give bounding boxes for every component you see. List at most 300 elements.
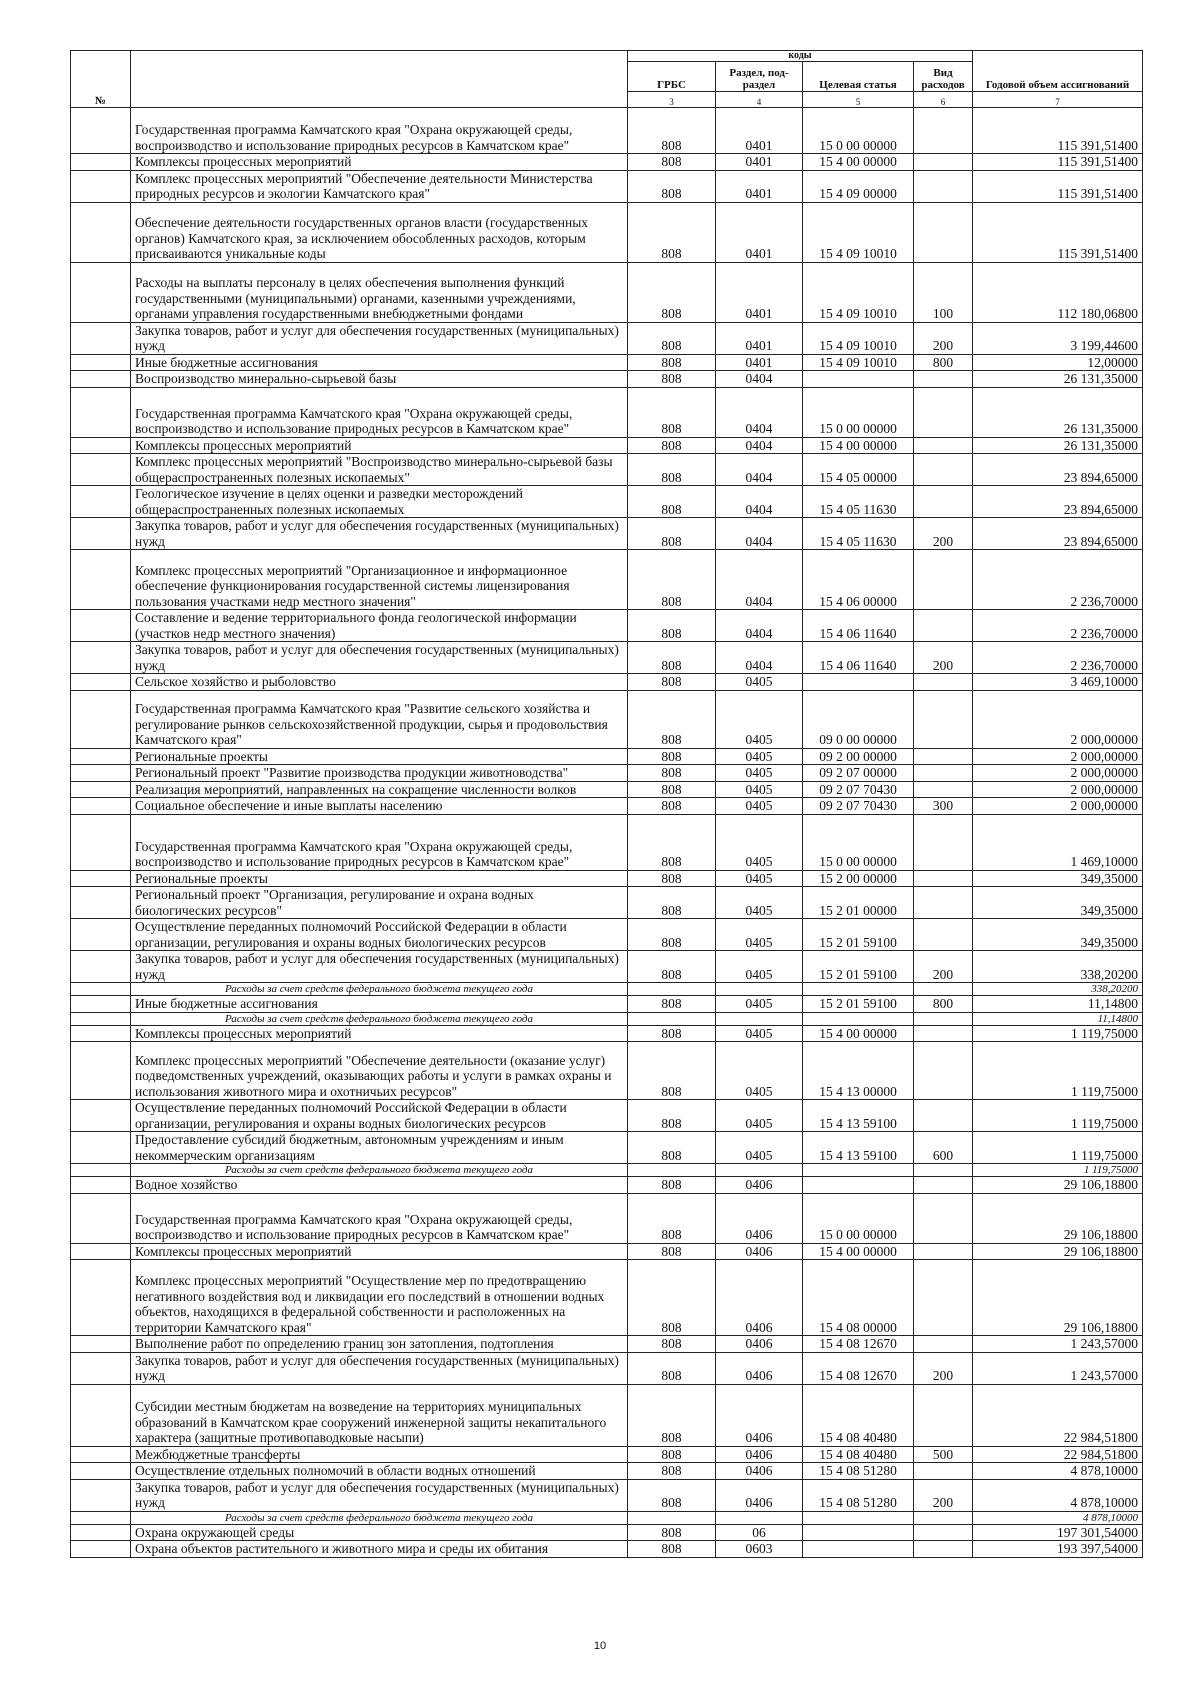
row-amount-cell: 3 199,44600 [973, 322, 1143, 354]
row-number-cell [71, 1243, 131, 1260]
table-body [71, 108, 1143, 1558]
row-target-cell: 15 0 00 00000 [803, 814, 914, 870]
row-section-cell: 0404 [716, 486, 803, 518]
row-amount-cell: 349,35000 [973, 887, 1143, 919]
row-kind-cell: 200 [914, 322, 973, 354]
row-amount-cell: 2 000,00000 [973, 765, 1143, 782]
header-section: Раздел, под-раздел [716, 62, 803, 92]
header-annual: Годовой объем ассигнований [973, 51, 1143, 92]
row-name-cell: Расходы за счет средств федерального бюджета текущего года [131, 1164, 628, 1177]
row-section-cell: 0405 [716, 951, 803, 983]
row-number-cell [71, 919, 131, 951]
row-grbs-cell: 808 [628, 1260, 716, 1336]
table-row [71, 1260, 1143, 1336]
row-grbs-cell: 808 [628, 550, 716, 610]
federal-funds-row [71, 983, 1143, 996]
row-name-cell: Комплекс процессных мероприятий "Обеспечение деятельности (оказание услуг) подведомственных учреждений, оказывающих работы и услуги в рамках охраны и использования животного мира и охотничьих ресурсов" [131, 1042, 628, 1100]
row-amount-cell: 26 131,35000 [973, 371, 1143, 388]
row-number-cell [71, 887, 131, 919]
row-name-cell: Комплекс процессных мероприятий "Обеспечение деятельности Министерства природных ресурсов и экологии Камчатского края" [131, 170, 628, 202]
row-kind-cell [914, 371, 973, 388]
row-number-cell [71, 674, 131, 691]
row-target-cell: 09 2 00 00000 [803, 748, 914, 765]
row-target-cell: 15 0 00 00000 [803, 108, 914, 154]
row-number-cell [71, 1132, 131, 1164]
table-row [71, 1384, 1143, 1446]
row-grbs-cell: 808 [628, 486, 716, 518]
row-amount-cell: 115 391,51400 [973, 170, 1143, 202]
row-number-cell [71, 1012, 131, 1025]
row-grbs-cell: 808 [628, 674, 716, 691]
row-kind-cell: 200 [914, 642, 973, 674]
row-amount-cell: 4 878,10000 [973, 1463, 1143, 1480]
row-target-cell [803, 1012, 914, 1025]
row-section-cell: 0405 [716, 870, 803, 887]
row-number-cell [71, 1463, 131, 1480]
row-amount-cell: 115 391,51400 [973, 108, 1143, 154]
row-amount-cell: 1 469,10000 [973, 814, 1143, 870]
row-kind-cell: 800 [914, 996, 973, 1013]
row-amount-cell: 349,35000 [973, 919, 1143, 951]
table-row [71, 1479, 1143, 1511]
row-number-cell [71, 1260, 131, 1336]
row-number-cell [71, 387, 131, 437]
row-kind-cell [914, 1524, 973, 1541]
row-section-cell: 0406 [716, 1352, 803, 1384]
row-amount-cell: 2 000,00000 [973, 781, 1143, 798]
row-kind-cell [914, 781, 973, 798]
row-grbs-cell: 808 [628, 518, 716, 550]
row-target-cell: 15 2 01 59100 [803, 996, 914, 1013]
row-target-cell: 09 0 00 00000 [803, 690, 914, 748]
row-grbs-cell: 808 [628, 1463, 716, 1480]
row-section-cell: 0406 [716, 1193, 803, 1243]
row-target-cell: 15 2 01 59100 [803, 951, 914, 983]
row-number-cell [71, 108, 131, 154]
row-amount-cell: 193 397,54000 [973, 1541, 1143, 1558]
row-amount-cell: 26 131,35000 [973, 437, 1143, 454]
row-name-cell: Осуществление переданных полномочий Российской Федерации в области организации, регулирования и охраны водных биологических ресурсов [131, 919, 628, 951]
row-number-cell [71, 642, 131, 674]
table-row [71, 674, 1143, 691]
table-row [71, 1524, 1143, 1541]
row-number-cell [71, 1042, 131, 1100]
row-amount-cell: 338,20200 [973, 951, 1143, 983]
table-row [71, 1177, 1143, 1194]
row-name-cell: Составление и ведение территориального фонда геологической информации (участков недр местного значения) [131, 610, 628, 642]
row-kind-cell [914, 108, 973, 154]
row-section-cell: 0406 [716, 1479, 803, 1511]
row-grbs-cell: 808 [628, 1100, 716, 1132]
row-name-cell: Сельское хозяйство и рыболовство [131, 674, 628, 691]
row-target-cell: 15 2 01 00000 [803, 887, 914, 919]
row-target-cell: 15 4 05 11630 [803, 486, 914, 518]
row-target-cell: 15 4 13 59100 [803, 1132, 914, 1164]
row-name-cell: Региональный проект "Организация, регулирование и охрана водных биологических ресурсов" [131, 887, 628, 919]
row-amount-cell: 1 243,57000 [973, 1336, 1143, 1353]
row-number-cell [71, 486, 131, 518]
row-target-cell: 09 2 07 00000 [803, 765, 914, 782]
row-amount-cell: 338,20200 [973, 983, 1143, 996]
row-grbs-cell: 808 [628, 1541, 716, 1558]
row-grbs-cell: 808 [628, 870, 716, 887]
row-number-cell [71, 870, 131, 887]
table-row [71, 108, 1143, 154]
row-kind-cell [914, 610, 973, 642]
row-target-cell [803, 983, 914, 996]
row-kind-cell [914, 1243, 973, 1260]
page-number: 10 [593, 1640, 607, 1652]
federal-funds-row [71, 1012, 1143, 1025]
budget-table [70, 50, 1143, 1558]
row-grbs-cell: 808 [628, 610, 716, 642]
row-amount-cell: 115 391,51400 [973, 202, 1143, 262]
row-number-cell [71, 1177, 131, 1194]
row-name-cell: Реализация мероприятий, направленных на сокращение численности волков [131, 781, 628, 798]
row-section-cell [716, 1012, 803, 1025]
table-row [71, 1132, 1143, 1164]
table-row [71, 1100, 1143, 1132]
col-number-7: 7 [973, 92, 1143, 108]
table-row [71, 951, 1143, 983]
row-section-cell: 0405 [716, 814, 803, 870]
row-section-cell: 0405 [716, 798, 803, 815]
row-amount-cell: 26 131,35000 [973, 387, 1143, 437]
row-amount-cell: 11,14800 [973, 996, 1143, 1013]
row-target-cell [803, 1511, 914, 1524]
row-number-cell [71, 262, 131, 322]
row-section-cell: 0405 [716, 765, 803, 782]
header-num: № [71, 51, 131, 108]
row-section-cell: 0404 [716, 454, 803, 486]
row-section-cell: 0404 [716, 610, 803, 642]
row-grbs-cell: 808 [628, 202, 716, 262]
row-section-cell: 0404 [716, 642, 803, 674]
table-row [71, 919, 1143, 951]
row-name-cell: Предоставление субсидий бюджетным, автономным учреждениям и иным некоммерческим организациям [131, 1132, 628, 1164]
row-target-cell: 15 4 00 00000 [803, 1025, 914, 1042]
row-section-cell: 0406 [716, 1446, 803, 1463]
row-amount-cell: 11,14800 [973, 1012, 1143, 1025]
row-grbs-cell: 808 [628, 798, 716, 815]
row-target-cell: 15 4 00 00000 [803, 1243, 914, 1260]
row-number-cell [71, 983, 131, 996]
row-target-cell: 15 4 06 00000 [803, 550, 914, 610]
row-grbs-cell: 808 [628, 1042, 716, 1100]
row-section-cell: 0401 [716, 322, 803, 354]
row-number-cell [71, 748, 131, 765]
row-amount-cell: 1 119,75000 [973, 1132, 1143, 1164]
row-amount-cell: 112 180,06800 [973, 262, 1143, 322]
row-kind-cell [914, 486, 973, 518]
row-number-cell [71, 814, 131, 870]
row-name-cell: Обеспечение деятельности государственных органов власти (государственных органов) Камчатского края, за исключением обособленных расходов, которым присваиваются уникальные коды [131, 202, 628, 262]
row-name-cell: Закупка товаров, работ и услуг для обеспечения государственных (муниципальных) нужд [131, 1352, 628, 1384]
row-number-cell [71, 765, 131, 782]
row-section-cell: 0405 [716, 1100, 803, 1132]
row-kind-cell [914, 748, 973, 765]
row-name-cell: Комплексы процессных мероприятий [131, 437, 628, 454]
row-section-cell: 0406 [716, 1243, 803, 1260]
row-section-cell: 0406 [716, 1260, 803, 1336]
row-number-cell [71, 1511, 131, 1524]
row-grbs-cell: 808 [628, 1243, 716, 1260]
row-kind-cell: 100 [914, 262, 973, 322]
row-target-cell: 15 4 09 10010 [803, 202, 914, 262]
table-row [71, 371, 1143, 388]
row-name-cell: Расходы за счет средств федерального бюджета текущего года [131, 1511, 628, 1524]
row-kind-cell [914, 1193, 973, 1243]
row-section-cell [716, 1164, 803, 1177]
row-kind-cell [914, 674, 973, 691]
row-target-cell: 15 4 06 11640 [803, 642, 914, 674]
row-target-cell: 15 4 08 40480 [803, 1384, 914, 1446]
row-section-cell: 0404 [716, 437, 803, 454]
row-name-cell: Комплекс процессных мероприятий "Организационное и информационное обеспечение функционирования государственной системы лицензирования пользования участками недр местного значения" [131, 550, 628, 610]
row-amount-cell: 29 106,18800 [973, 1243, 1143, 1260]
row-name-cell: Комплексы процессных мероприятий [131, 1025, 628, 1042]
table-row [71, 781, 1143, 798]
row-section-cell: 0405 [716, 674, 803, 691]
row-kind-cell [914, 154, 973, 171]
header-name [131, 51, 628, 108]
row-number-cell [71, 371, 131, 388]
row-target-cell: 15 4 09 10010 [803, 322, 914, 354]
header-target: Целевая статья [803, 62, 914, 92]
federal-funds-row [71, 1164, 1143, 1177]
row-kind-cell: 200 [914, 951, 973, 983]
row-name-cell: Государственная программа Камчатского края "Охрана окружающей среды, воспроизводство и использование природных ресурсов в Камчатском крае" [131, 387, 628, 437]
table-row [71, 887, 1143, 919]
table-row [71, 262, 1143, 322]
row-name-cell: Комплексы процессных мероприятий [131, 1243, 628, 1260]
row-grbs-cell: 808 [628, 387, 716, 437]
table-row [71, 1042, 1143, 1100]
row-target-cell: 15 4 05 00000 [803, 454, 914, 486]
row-name-cell: Закупка товаров, работ и услуг для обеспечения государственных (муниципальных) нужд [131, 642, 628, 674]
row-section-cell: 0406 [716, 1463, 803, 1480]
row-grbs-cell [628, 1511, 716, 1524]
row-grbs-cell: 808 [628, 371, 716, 388]
row-grbs-cell: 808 [628, 437, 716, 454]
row-section-cell: 0405 [716, 996, 803, 1013]
row-name-cell: Социальное обеспечение и иные выплаты населению [131, 798, 628, 815]
row-section-cell: 0405 [716, 781, 803, 798]
row-kind-cell [914, 1042, 973, 1100]
row-kind-cell [914, 550, 973, 610]
row-number-cell [71, 550, 131, 610]
row-amount-cell: 1 119,75000 [973, 1025, 1143, 1042]
row-grbs-cell [628, 983, 716, 996]
row-grbs-cell: 808 [628, 262, 716, 322]
row-amount-cell: 349,35000 [973, 870, 1143, 887]
row-kind-cell: 200 [914, 518, 973, 550]
row-section-cell: 0401 [716, 154, 803, 171]
col-number-6: 6 [914, 92, 973, 108]
row-number-cell [71, 1100, 131, 1132]
row-grbs-cell: 808 [628, 690, 716, 748]
row-number-cell [71, 1352, 131, 1384]
row-number-cell [71, 1541, 131, 1558]
table-row [71, 518, 1143, 550]
row-target-cell: 15 4 08 51280 [803, 1463, 914, 1480]
row-amount-cell: 2 000,00000 [973, 748, 1143, 765]
row-kind-cell: 200 [914, 1352, 973, 1384]
row-name-cell: Комплексы процессных мероприятий [131, 154, 628, 171]
row-target-cell: 15 4 08 12670 [803, 1352, 914, 1384]
row-target-cell: 15 4 08 12670 [803, 1336, 914, 1353]
row-kind-cell [914, 1511, 973, 1524]
row-target-cell [803, 1541, 914, 1558]
row-target-cell: 15 4 00 00000 [803, 437, 914, 454]
row-section-cell: 0405 [716, 690, 803, 748]
row-name-cell: Закупка товаров, работ и услуг для обеспечения государственных (муниципальных) нужд [131, 322, 628, 354]
row-section-cell: 0603 [716, 1541, 803, 1558]
row-amount-cell: 1 119,75000 [973, 1164, 1143, 1177]
row-number-cell [71, 518, 131, 550]
row-kind-cell [914, 1100, 973, 1132]
row-grbs-cell: 808 [628, 1352, 716, 1384]
row-name-cell: Охрана окружающей среды [131, 1524, 628, 1541]
row-grbs-cell: 808 [628, 1446, 716, 1463]
row-kind-cell [914, 690, 973, 748]
row-name-cell: Закупка товаров, работ и услуг для обеспечения государственных (муниципальных) нужд [131, 1479, 628, 1511]
row-grbs-cell [628, 1164, 716, 1177]
table-row [71, 1193, 1143, 1243]
table-row [71, 486, 1143, 518]
table-row [71, 202, 1143, 262]
row-section-cell: 0404 [716, 550, 803, 610]
row-name-cell: Государственная программа Камчатского края "Охрана окружающей среды, воспроизводство и использование природных ресурсов в Камчатском крае" [131, 814, 628, 870]
row-grbs-cell: 808 [628, 1479, 716, 1511]
row-kind-cell [914, 387, 973, 437]
row-name-cell: Осуществление отдельных полномочий в области водных отношений [131, 1463, 628, 1480]
row-name-cell: Расходы за счет средств федерального бюджета текущего года [131, 1012, 628, 1025]
row-grbs-cell: 808 [628, 170, 716, 202]
row-grbs-cell: 808 [628, 1177, 716, 1194]
row-amount-cell: 2 000,00000 [973, 798, 1143, 815]
row-section-cell: 0405 [716, 1042, 803, 1100]
row-number-cell [71, 1384, 131, 1446]
col-number-5: 5 [803, 92, 914, 108]
row-target-cell: 15 4 09 00000 [803, 170, 914, 202]
row-name-cell: Иные бюджетные ассигнования [131, 354, 628, 371]
row-grbs-cell: 808 [628, 951, 716, 983]
row-kind-cell [914, 1463, 973, 1480]
row-amount-cell: 29 106,18800 [973, 1177, 1143, 1194]
table-row [71, 642, 1143, 674]
row-target-cell: 15 4 06 11640 [803, 610, 914, 642]
row-amount-cell: 197 301,54000 [973, 1524, 1143, 1541]
row-name-cell: Закупка товаров, работ и услуг для обеспечения государственных (муниципальных) нужд [131, 951, 628, 983]
row-name-cell: Расходы на выплаты персоналу в целях обеспечения выполнения функций государственными (муниципальными) органами, казенными учреждениями, органами управления государственными внебюджетными фондами [131, 262, 628, 322]
row-amount-cell: 1 243,57000 [973, 1352, 1143, 1384]
row-number-cell [71, 1479, 131, 1511]
header-kind: Вид расходов [914, 62, 973, 92]
row-target-cell: 15 4 08 40480 [803, 1446, 914, 1463]
row-target-cell: 15 2 00 00000 [803, 870, 914, 887]
row-grbs-cell: 808 [628, 1336, 716, 1353]
row-grbs-cell: 808 [628, 108, 716, 154]
row-amount-cell: 23 894,65000 [973, 518, 1143, 550]
row-kind-cell [914, 1336, 973, 1353]
row-grbs-cell: 808 [628, 1025, 716, 1042]
row-number-cell [71, 454, 131, 486]
row-name-cell: Субсидии местным бюджетам на возведение на территориях муниципальных образований в Камчатском крае сооружений инженерной защиты некапитального характера (защитные противопаводковые насыпи) [131, 1384, 628, 1446]
table-row [71, 437, 1143, 454]
row-section-cell [716, 1511, 803, 1524]
row-section-cell: 0404 [716, 387, 803, 437]
row-amount-cell: 23 894,65000 [973, 486, 1143, 518]
row-name-cell: Государственная программа Камчатского края "Развитие сельского хозяйства и регулирование рынков сельскохозяйственной продукции, сырья и продовольствия Камчатского края" [131, 690, 628, 748]
table-row [71, 610, 1143, 642]
row-target-cell: 15 4 08 00000 [803, 1260, 914, 1336]
row-name-cell: Региональный проект "Развитие производства продукции животноводства" [131, 765, 628, 782]
row-name-cell: Иные бюджетные ассигнования [131, 996, 628, 1013]
row-target-cell: 15 0 00 00000 [803, 1193, 914, 1243]
row-name-cell: Государственная программа Камчатского края "Охрана окружающей среды, воспроизводство и использование природных ресурсов в Камчатском крае" [131, 1193, 628, 1243]
row-grbs-cell: 808 [628, 814, 716, 870]
row-section-cell: 0404 [716, 518, 803, 550]
row-kind-cell [914, 454, 973, 486]
row-amount-cell: 22 984,51800 [973, 1446, 1143, 1463]
row-number-cell [71, 781, 131, 798]
row-number-cell [71, 354, 131, 371]
row-kind-cell: 600 [914, 1132, 973, 1164]
row-number-cell [71, 798, 131, 815]
row-amount-cell: 22 984,51800 [973, 1384, 1143, 1446]
row-grbs-cell: 808 [628, 765, 716, 782]
table-row [71, 996, 1143, 1013]
row-number-cell [71, 996, 131, 1013]
row-amount-cell: 2 236,70000 [973, 610, 1143, 642]
row-number-cell [71, 1446, 131, 1463]
row-target-cell: 15 4 09 10010 [803, 354, 914, 371]
row-grbs-cell: 808 [628, 781, 716, 798]
row-amount-cell: 23 894,65000 [973, 454, 1143, 486]
row-section-cell: 0401 [716, 170, 803, 202]
row-section-cell: 06 [716, 1524, 803, 1541]
row-kind-cell [914, 887, 973, 919]
table-row [71, 550, 1143, 610]
row-amount-cell: 29 106,18800 [973, 1260, 1143, 1336]
row-name-cell: Охрана объектов растительного и животного мира и среды их обитания [131, 1541, 628, 1558]
row-amount-cell: 3 469,10000 [973, 674, 1143, 691]
row-grbs-cell: 808 [628, 1132, 716, 1164]
row-section-cell: 0405 [716, 1132, 803, 1164]
row-number-cell [71, 322, 131, 354]
row-name-cell: Государственная программа Камчатского края "Охрана окружающей среды, воспроизводство и использование природных ресурсов в Камчатском крае" [131, 108, 628, 154]
row-amount-cell: 2 236,70000 [973, 550, 1143, 610]
row-number-cell [71, 1164, 131, 1177]
row-name-cell: Комплекс процессных мероприятий "Воспроизводство минерально-сырьевой базы общераспространенных полезных ископаемых" [131, 454, 628, 486]
row-number-cell [71, 202, 131, 262]
row-target-cell: 15 0 00 00000 [803, 387, 914, 437]
row-kind-cell [914, 814, 973, 870]
row-amount-cell: 1 119,75000 [973, 1100, 1143, 1132]
row-target-cell [803, 674, 914, 691]
row-target-cell: 09 2 07 70430 [803, 781, 914, 798]
row-grbs-cell: 808 [628, 354, 716, 371]
row-target-cell [803, 371, 914, 388]
federal-funds-row [71, 1511, 1143, 1524]
row-number-cell [71, 154, 131, 171]
row-number-cell [71, 610, 131, 642]
row-number-cell [71, 690, 131, 748]
table-row [71, 154, 1143, 171]
row-section-cell: 0405 [716, 919, 803, 951]
row-section-cell: 0401 [716, 354, 803, 371]
